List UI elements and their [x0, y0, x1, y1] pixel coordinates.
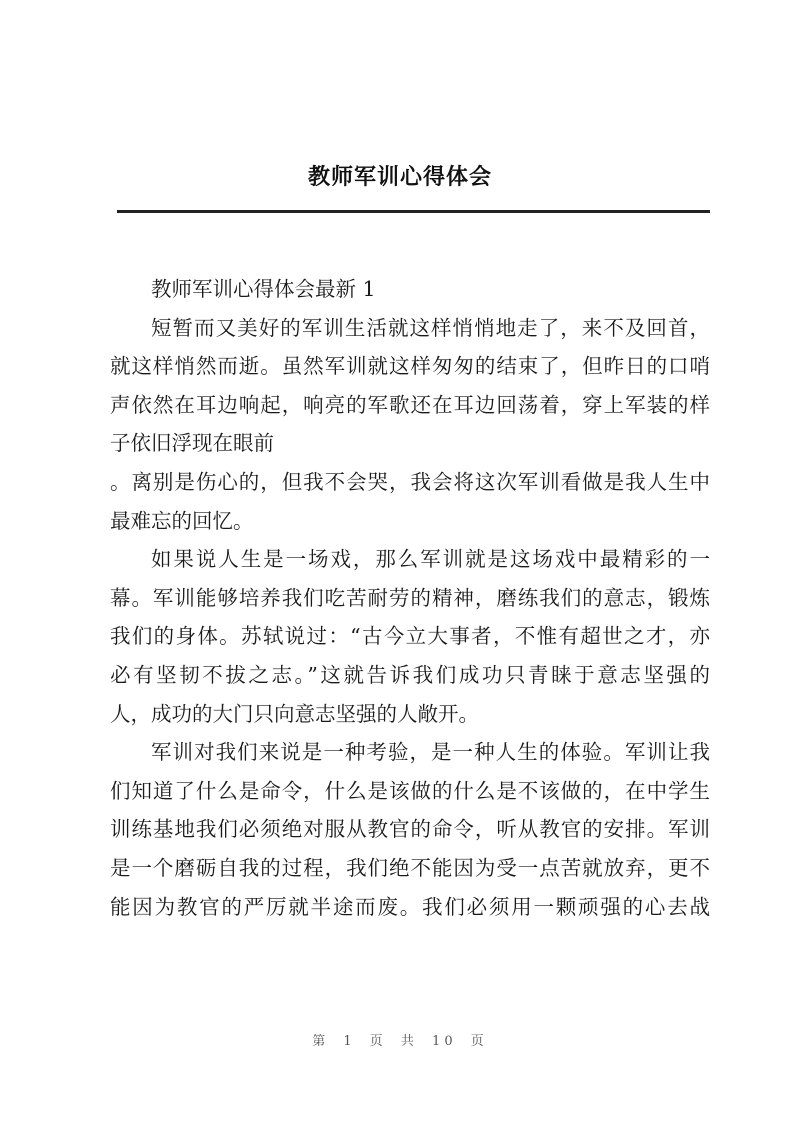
title-divider — [117, 210, 710, 213]
text-line: 军训对我们来说是一种考验，是一种人生的体验。军训让我 — [151, 740, 710, 765]
document-body — [110, 270, 710, 926]
text-line: 如果说人生是一场戏，那么军训就是这场戏中最精彩的一 — [151, 547, 710, 572]
text-line: 最难忘的回忆。 — [110, 508, 254, 533]
text-line: 就这样悄然而逝。虽然军训就这样匆匆的结束了，但昨日的口哨 — [110, 354, 710, 379]
text-line: 训练基地我们必须绝对服从教官的命令，听从教官的安排。军训 — [110, 817, 710, 842]
text-line: 我们的身体。苏轼说过：“古今立大事者，不惟有超世之才，亦 — [110, 624, 710, 649]
text-line: 能因为教官的严厉就半途而废。我们必须用一颗顽强的心去战 — [110, 894, 710, 919]
text-line: 声依然在耳边响起，响亮的军歌还在耳边回荡着，穿上军装的样 — [110, 392, 710, 417]
document-title: 教师军训心得体会 — [307, 165, 492, 190]
page-footer: 第 1 页 共 10 页 — [312, 1034, 488, 1049]
text-line: 幕。军训能够培养我们吃苦耐劳的精神，磨练我们的意志，锻炼 — [110, 585, 710, 610]
text-line: 。离别是伤心的，但我不会哭，我会将这次军训看做是我人生中 — [110, 469, 710, 494]
text-line: 是一个磨砺自我的过程，我们绝不能因为受一点苦就放弃，更不 — [110, 855, 710, 880]
text-line: 人，成功的大门只向意志坚强的人敞开。 — [110, 701, 479, 726]
text-line: 教师军训心得体会最新 1 — [151, 277, 376, 301]
text-line: 短暂而又美好的军训生活就这样悄悄地走了，来不及回首， — [151, 315, 710, 340]
text-line: 必有坚韧不拔之志。”这就告诉我们成功只青睐于意志坚强的 — [110, 662, 710, 687]
text-line: 子依旧浮现在眼前 — [110, 431, 274, 456]
text-line: 们知道了什么是命令，什么是该做的什么是不该做的，在中学生 — [110, 778, 710, 803]
